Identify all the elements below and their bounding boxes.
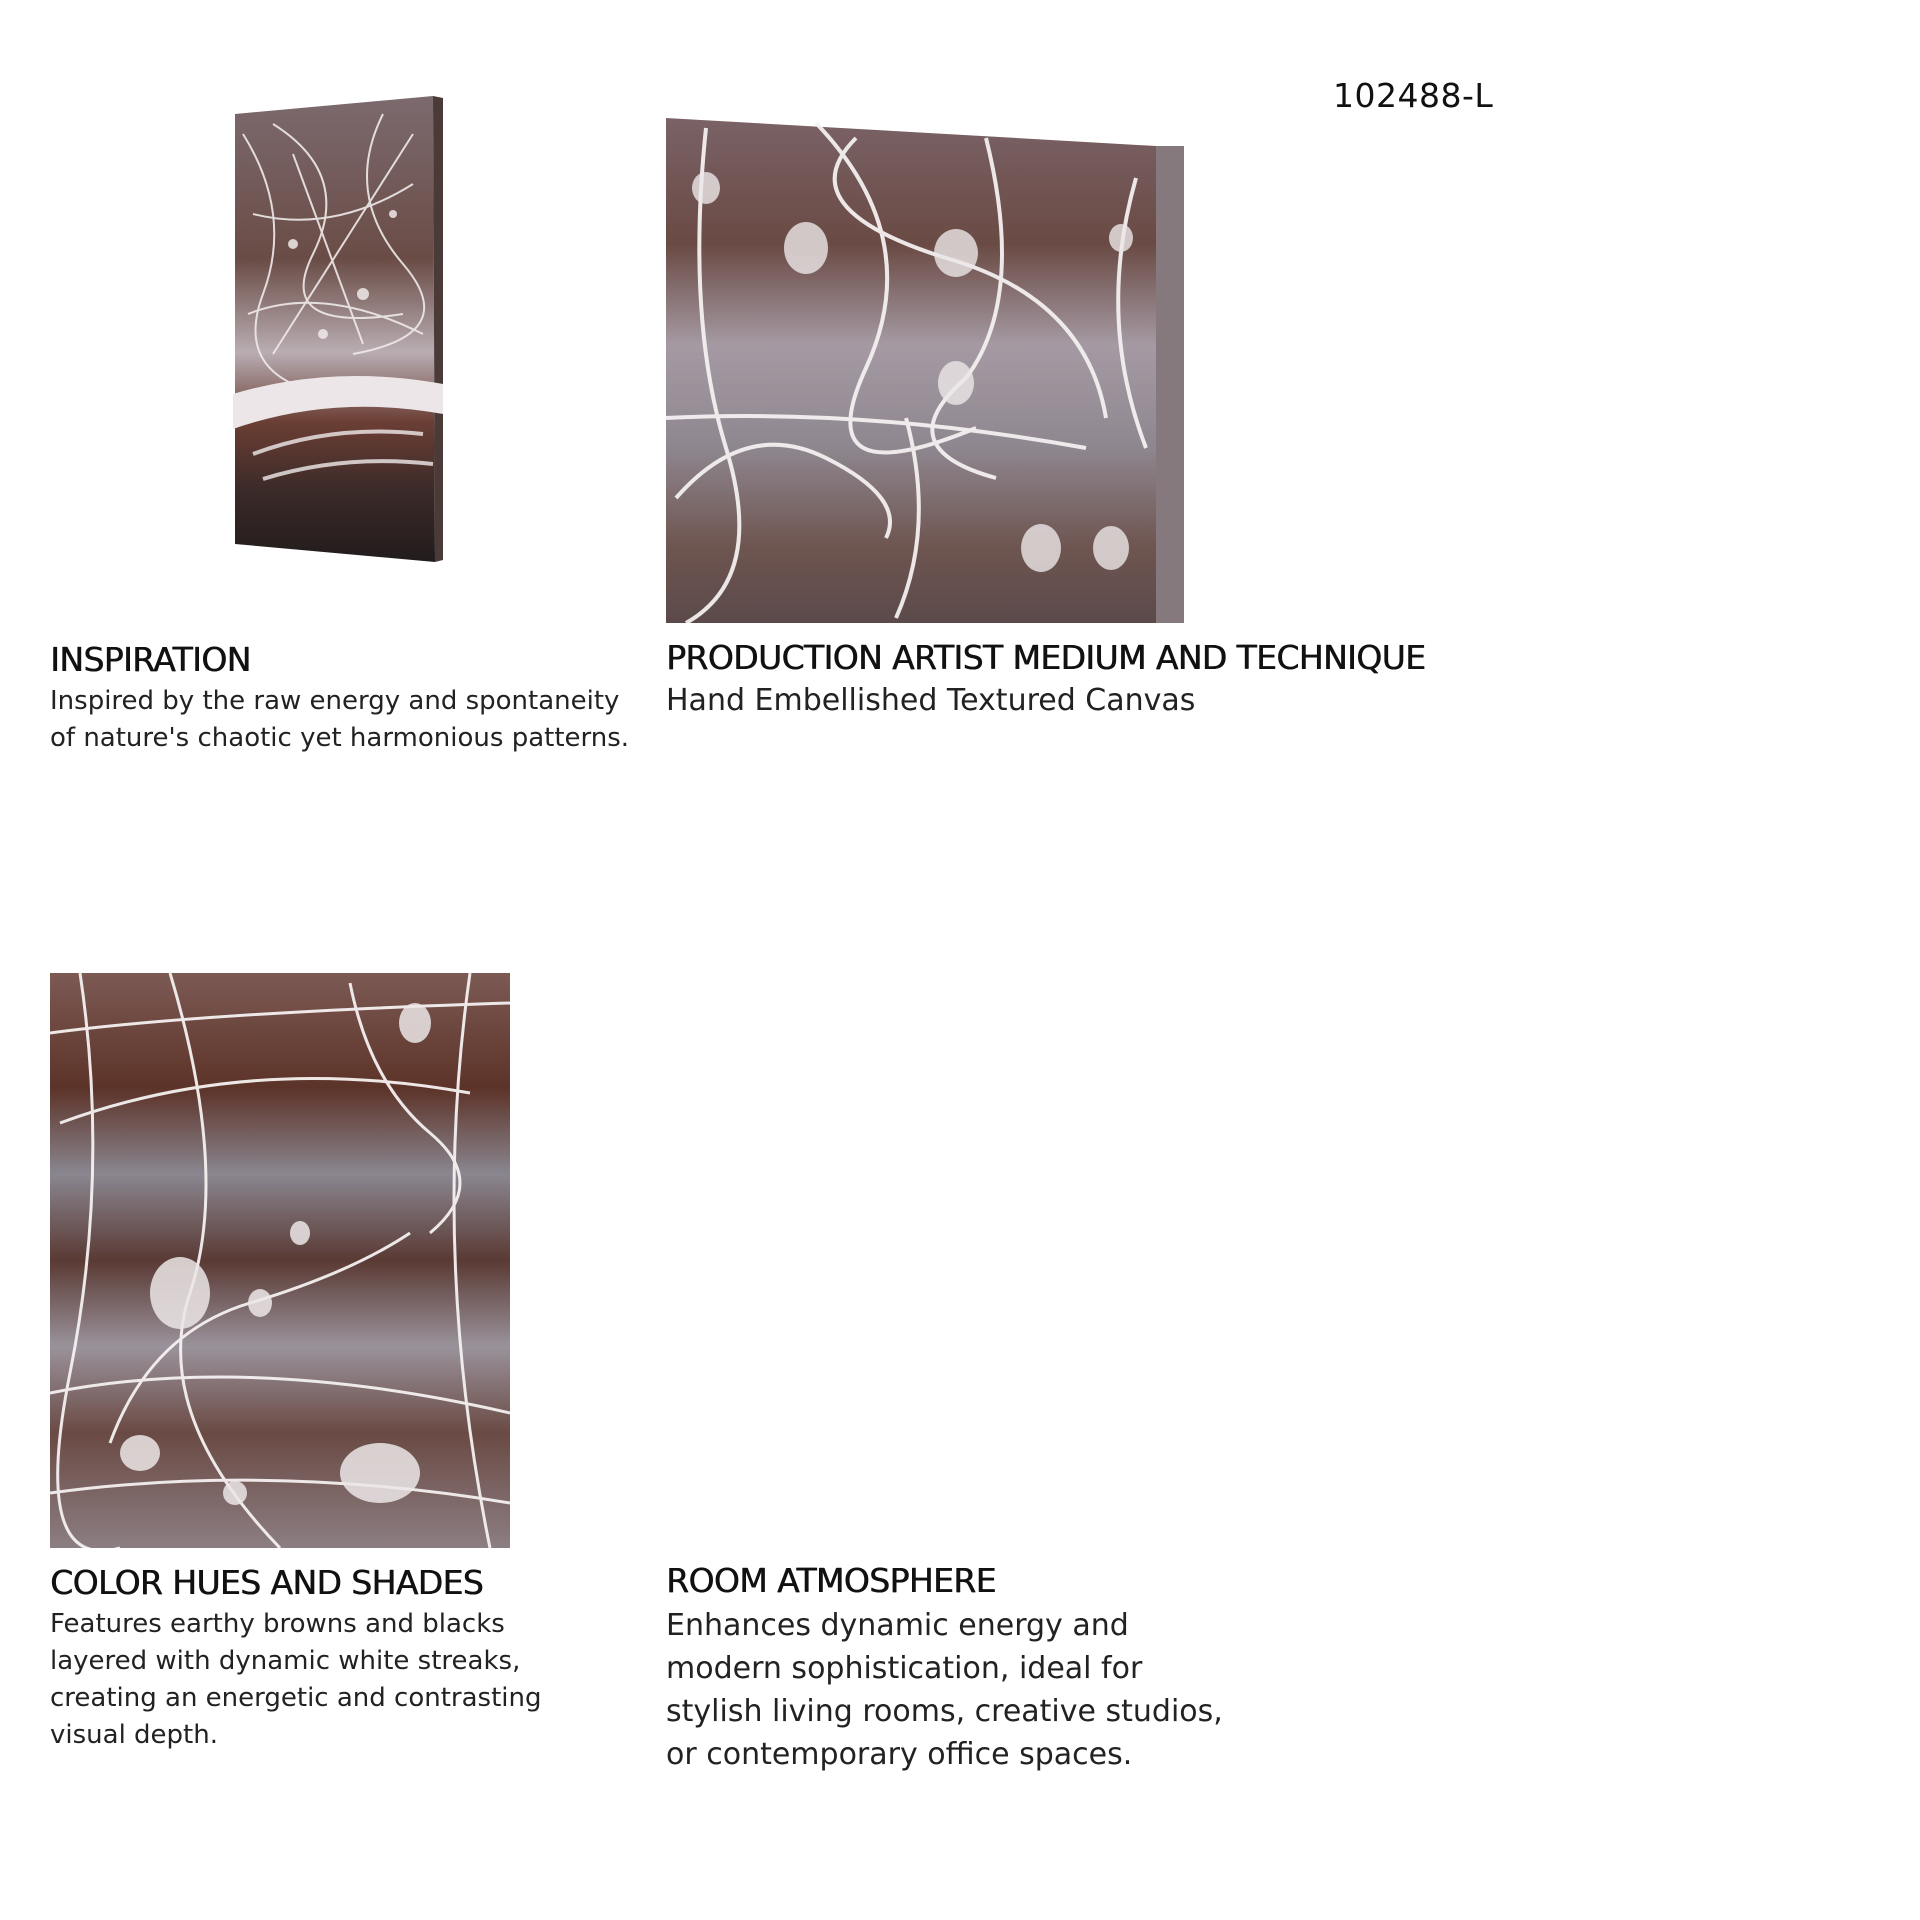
color-section [50,1563,650,1754]
inspiration-body: Inspired by the raw energy and spontaneity of nature's chaotic yet harmonious patterns. [50,686,630,753]
room-atmosphere-heading: ROOM ATMOSPHERE [666,1561,996,1600]
room-atmosphere-section [666,1561,1266,1776]
room-atmosphere-body: Enhances dynamic energy and modern sophistication, ideal for stylish living rooms, creative studios, or contemporary office spaces. [666,1608,1223,1772]
color-body: Features earthy browns and blacks layered with dynamic white streaks, creating an energetic and contrasting visual depth. [50,1609,542,1750]
inspiration-heading: INSPIRATION [50,640,251,679]
canvas-angle-image [233,94,443,564]
production-heading: PRODUCTION ARTIST MEDIUM AND TECHNIQUE [666,638,1426,677]
inspiration-section [50,640,650,757]
canvas-texture-detail-image [50,973,510,1548]
product-sku: 102488-L [1333,76,1494,115]
production-body: Hand Embellished Textured Canvas [666,683,1196,718]
color-heading: COLOR HUES AND SHADES [50,1563,483,1602]
canvas-corner-detail-image [666,118,1186,623]
production-section [666,638,1566,721]
